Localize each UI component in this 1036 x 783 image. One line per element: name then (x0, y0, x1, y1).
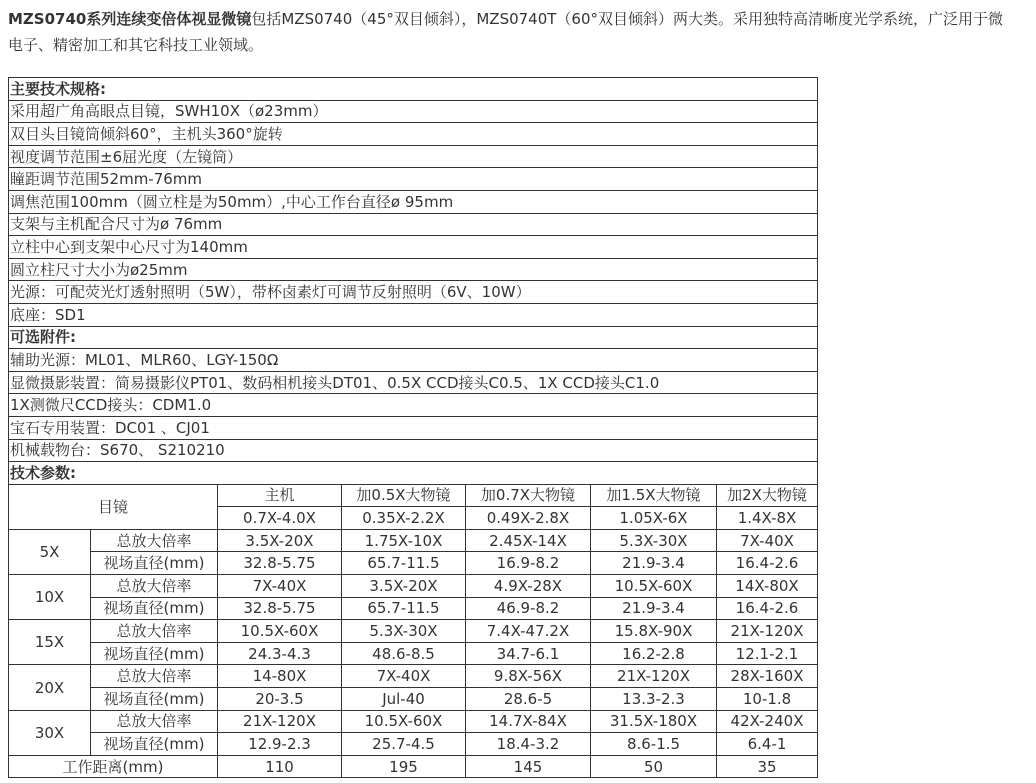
accessory-item: 1X测微尺CCD接头：CDM1.0 (9, 394, 818, 417)
table-row (9, 642, 818, 665)
fov-cell: 12.9-2.3 (218, 733, 342, 756)
table-row (9, 688, 818, 711)
fov-label: 视场直径(mm) (91, 733, 218, 756)
mag-cell: 21X-120X (717, 620, 818, 643)
mag-cell: 42X-240X (717, 710, 818, 733)
table-row (9, 371, 818, 394)
spec-item: 瞳距调节范围52mm-76mm (9, 168, 818, 191)
mag-cell: 10.5X-60X (218, 620, 342, 643)
zoom-range-cell: 1.05X-6X (591, 507, 717, 530)
table-row (9, 733, 818, 756)
spec-item: 调焦范围100mm（圆立柱是为50mm）,中心工作台直径ø 95mm (9, 190, 818, 213)
fov-cell: 6.4-1 (717, 733, 818, 756)
mag-label: 总放大倍率 (91, 710, 218, 733)
fov-cell: 16.4-2.6 (717, 597, 818, 620)
accessory-item: 辅助光源：ML01、MLR60、LGY-150Ω (9, 349, 818, 372)
table-row (9, 168, 818, 191)
table-row (9, 349, 818, 372)
table-row (9, 462, 818, 485)
eyepiece-label: 5X (9, 529, 91, 574)
mag-label: 总放大倍率 (91, 529, 218, 552)
table-row (9, 394, 818, 417)
table-row (9, 439, 818, 462)
mag-label: 总放大倍率 (91, 665, 218, 688)
fov-cell: 12.1-2.1 (717, 642, 818, 665)
mag-label: 总放大倍率 (91, 620, 218, 643)
table-row (9, 213, 818, 236)
params-heading: 技术参数: (9, 462, 818, 485)
accessory-item: 宝石专用装置：DC01 、CJ01 (9, 416, 818, 439)
eyepiece-label: 10X (9, 575, 91, 620)
specs-heading: 主要技术规格: (9, 78, 818, 101)
mag-cell: 1.75X-10X (342, 529, 466, 552)
table-row (9, 100, 818, 123)
mag-cell: 7X-40X (218, 575, 342, 598)
table-row (9, 755, 818, 778)
intro-paragraph (8, 6, 1018, 58)
column-header: 加0.7X大物镜 (466, 484, 591, 507)
fov-label: 视场直径(mm) (91, 642, 218, 665)
fov-cell: 48.6-8.5 (342, 642, 466, 665)
column-header: 加1.5X大物镜 (591, 484, 717, 507)
table-row (9, 710, 818, 733)
column-header: 加0.5X大物镜 (342, 484, 466, 507)
spec-item: 采用超广角高眼点目镜，SWH10X（ø23mm） (9, 100, 818, 123)
fov-label: 视场直径(mm) (91, 597, 218, 620)
table-row (9, 529, 818, 552)
mag-cell: 7X-40X (717, 529, 818, 552)
fov-cell: 28.6-5 (466, 688, 591, 711)
eyepiece-label: 20X (9, 665, 91, 710)
spec-item: 支架与主机配合尺寸为ø 76mm (9, 213, 818, 236)
table-row (9, 484, 818, 507)
table-row (9, 281, 818, 304)
table-row (9, 303, 818, 326)
working-distance-cell: 50 (591, 755, 717, 778)
table-row (9, 236, 818, 259)
fov-cell: 8.6-1.5 (591, 733, 717, 756)
column-header: 主机 (218, 484, 342, 507)
mag-cell: 5.3X-30X (591, 529, 717, 552)
fov-cell: 32.8-5.75 (218, 597, 342, 620)
mag-label: 总放大倍率 (91, 575, 218, 598)
column-header: 加2X大物镜 (717, 484, 818, 507)
fov-cell: 34.7-6.1 (466, 642, 591, 665)
mag-cell: 2.45X-14X (466, 529, 591, 552)
table-row (9, 552, 818, 575)
eyepiece-label: 30X (9, 710, 91, 755)
mag-cell: 31.5X-180X (591, 710, 717, 733)
table-row (9, 597, 818, 620)
table-row (9, 190, 818, 213)
mag-cell: 14X-80X (717, 575, 818, 598)
spec-item: 光源：可配荧光灯透射照明（5W），带杯卤素灯可调节反射照明（6V、10W） (9, 281, 818, 304)
fov-cell: 16.4-2.6 (717, 552, 818, 575)
fov-cell: 65.7-11.5 (342, 552, 466, 575)
zoom-range-cell: 0.49X-2.8X (466, 507, 591, 530)
fov-cell: 21.9-3.4 (591, 552, 717, 575)
accessory-item: 显微摄影装置：简易摄影仪PT01、数码相机接头DT01、0.5X CCD接头C0.5、1X CCD接头C1.0 (9, 371, 818, 394)
table-row (9, 326, 818, 349)
intro-title: MZS0740系列连续变倍体视显微镜 (8, 10, 252, 28)
working-distance-cell: 110 (218, 755, 342, 778)
mag-cell: 28X-160X (717, 665, 818, 688)
fov-cell: 46.9-8.2 (466, 597, 591, 620)
zoom-range-cell: 1.4X-8X (717, 507, 818, 530)
eyepiece-label: 15X (9, 620, 91, 665)
fov-cell: 32.8-5.75 (218, 552, 342, 575)
accessory-item: 机械载物台：S670、 S210210 (9, 439, 818, 462)
mag-cell: 5.3X-30X (342, 620, 466, 643)
working-distance-cell: 35 (717, 755, 818, 778)
fov-label: 视场直径(mm) (91, 552, 218, 575)
eyepiece-header: 目镜 (9, 484, 218, 529)
table-row (9, 665, 818, 688)
mag-cell: 4.9X-28X (466, 575, 591, 598)
mag-cell: 3.5X-20X (342, 575, 466, 598)
zoom-range-cell: 0.7X-4.0X (218, 507, 342, 530)
mag-cell: 3.5X-20X (218, 529, 342, 552)
accessories-heading: 可选附件: (9, 326, 818, 349)
intro-text: 包括MZS0740（45°双目倾斜），MZS0740T（60°双目倾斜）两大类。采用独特高清晰度光学系统，广泛用于微电子、精密加工和其它科技工业领域。 (8, 10, 1004, 54)
table-row (9, 78, 818, 101)
mag-cell: 10.5X-60X (591, 575, 717, 598)
spec-item: 视度调节范围±6屈光度（左镜筒） (9, 145, 818, 168)
spec-table (8, 77, 818, 778)
table-row (9, 416, 818, 439)
mag-cell: 21X-120X (591, 665, 717, 688)
mag-cell: 7X-40X (342, 665, 466, 688)
working-distance-cell: 145 (466, 755, 591, 778)
table-row (9, 620, 818, 643)
fov-cell: Jul-40 (342, 688, 466, 711)
mag-cell: 9.8X-56X (466, 665, 591, 688)
fov-cell: 20-3.5 (218, 688, 342, 711)
mag-cell: 14.7X-84X (466, 710, 591, 733)
fov-label: 视场直径(mm) (91, 688, 218, 711)
fov-cell: 10-1.8 (717, 688, 818, 711)
fov-cell: 25.7-4.5 (342, 733, 466, 756)
fov-cell: 65.7-11.5 (342, 597, 466, 620)
mag-cell: 15.8X-90X (591, 620, 717, 643)
fov-cell: 24.3-4.3 (218, 642, 342, 665)
zoom-range-cell: 0.35X-2.2X (342, 507, 466, 530)
mag-cell: 14-80X (218, 665, 342, 688)
spec-item: 立柱中心到支架中心尺寸为140mm (9, 236, 818, 259)
table-row (9, 123, 818, 146)
spec-item: 圆立柱尺寸大小为ø25mm (9, 258, 818, 281)
working-distance-label: 工作距离(mm) (9, 755, 218, 778)
mag-cell: 7.4X-47.2X (466, 620, 591, 643)
fov-cell: 16.9-8.2 (466, 552, 591, 575)
spec-item: 底座：SD1 (9, 303, 818, 326)
fov-cell: 21.9-3.4 (591, 597, 717, 620)
fov-cell: 18.4-3.2 (466, 733, 591, 756)
table-row (9, 258, 818, 281)
table-row (9, 145, 818, 168)
fov-cell: 16.2-2.8 (591, 642, 717, 665)
table-row (9, 575, 818, 598)
working-distance-cell: 195 (342, 755, 466, 778)
fov-cell: 13.3-2.3 (591, 688, 717, 711)
spec-item: 双目头目镜筒倾斜60°，主机头360°旋转 (9, 123, 818, 146)
mag-cell: 21X-120X (218, 710, 342, 733)
mag-cell: 10.5X-60X (342, 710, 466, 733)
